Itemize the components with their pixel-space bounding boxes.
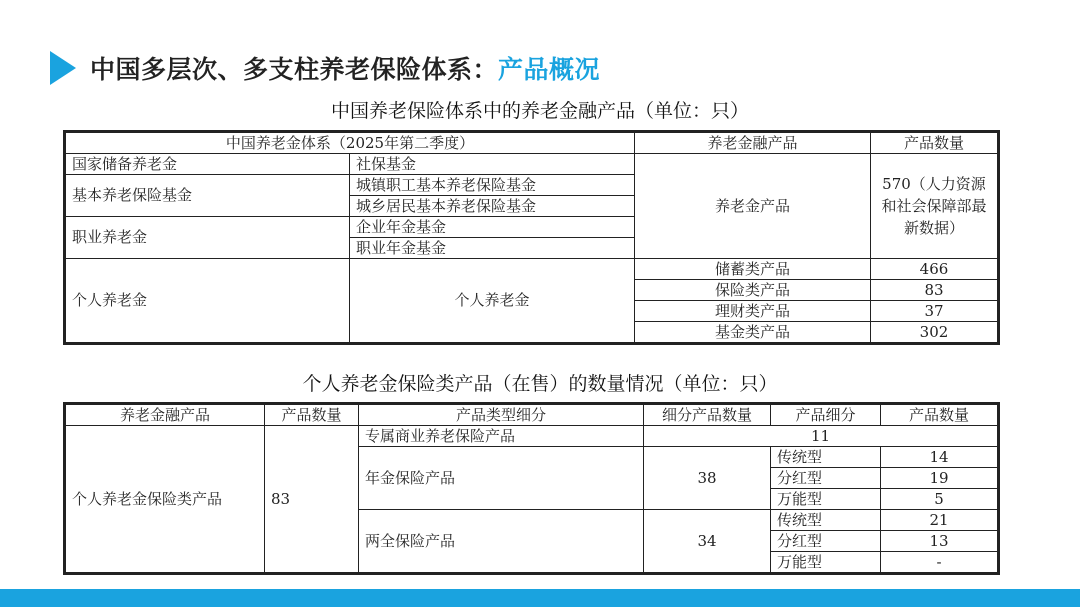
product-total: 83 bbox=[265, 426, 359, 573]
title-highlight: 产品概况 bbox=[498, 55, 601, 84]
product-count: 83 bbox=[871, 280, 998, 301]
product-name: 储蓄类产品 bbox=[635, 259, 871, 280]
header-cell: 养老金融产品 bbox=[66, 405, 265, 426]
table-row bbox=[66, 426, 998, 447]
title-main: 中国多层次、多支柱养老保险体系： bbox=[90, 55, 499, 84]
subtype-count: 14 bbox=[881, 447, 998, 468]
pension-products-table bbox=[65, 132, 998, 343]
product-name: 理财类产品 bbox=[635, 301, 871, 322]
subtype-count: 5 bbox=[881, 489, 998, 510]
header-cell: 养老金融产品 bbox=[635, 133, 871, 154]
header-cell: 产品类型细分 bbox=[359, 405, 644, 426]
category-count: 11 bbox=[644, 426, 998, 447]
fund-name: 企业年金基金 bbox=[350, 217, 635, 238]
subtype-count: - bbox=[881, 552, 998, 573]
table-row bbox=[66, 405, 998, 426]
category-count: 34 bbox=[644, 510, 771, 573]
header-cell: 产品数量 bbox=[871, 133, 998, 154]
fund-name: 职业年金基金 bbox=[350, 238, 635, 259]
system-label: 个人养老金 bbox=[66, 259, 350, 343]
subtype-count: 21 bbox=[881, 510, 998, 531]
insurance-products-table bbox=[65, 404, 998, 573]
table-row bbox=[66, 133, 998, 154]
product-name: 保险类产品 bbox=[635, 280, 871, 301]
table-row bbox=[66, 154, 998, 175]
fund-name: 社保基金 bbox=[350, 154, 635, 175]
table-row bbox=[66, 259, 998, 280]
product-count: 302 bbox=[871, 322, 998, 343]
header-cell: 产品数量 bbox=[881, 405, 998, 426]
subtype-name: 传统型 bbox=[771, 510, 881, 531]
product-count: 37 bbox=[871, 301, 998, 322]
subtype-count: 19 bbox=[881, 468, 998, 489]
play-triangle-icon bbox=[50, 51, 76, 85]
header-cell: 中国养老金体系（2025年第二季度） bbox=[66, 133, 635, 154]
subtype-name: 万能型 bbox=[771, 552, 881, 573]
slide-title bbox=[90, 50, 600, 86]
subtype-name: 分红型 bbox=[771, 468, 881, 489]
subtype-count: 13 bbox=[881, 531, 998, 552]
fund-name: 城镇职工基本养老保险基金 bbox=[350, 175, 635, 196]
slide-title-row bbox=[50, 50, 600, 86]
pension-product-count: 570（人力资源和社会保障部最新数据） bbox=[871, 154, 998, 259]
system-label: 职业养老金 bbox=[66, 217, 350, 259]
category-count: 38 bbox=[644, 447, 771, 510]
pension-product-label: 养老金产品 bbox=[635, 154, 871, 259]
system-label: 基本养老保险基金 bbox=[66, 175, 350, 217]
product-count: 466 bbox=[871, 259, 998, 280]
category-name: 年金保险产品 bbox=[359, 447, 644, 510]
header-cell: 细分产品数量 bbox=[644, 405, 771, 426]
bottom-accent-bar bbox=[0, 589, 1080, 607]
subtype-name: 传统型 bbox=[771, 447, 881, 468]
subtype-name: 万能型 bbox=[771, 489, 881, 510]
header-cell: 产品细分 bbox=[771, 405, 881, 426]
header-cell: 产品数量 bbox=[265, 405, 359, 426]
system-label: 国家储备养老金 bbox=[66, 154, 350, 175]
product-label: 个人养老金保险类产品 bbox=[66, 426, 265, 573]
personal-sub-label: 个人养老金 bbox=[350, 259, 635, 343]
category-name: 专属商业养老保险产品 bbox=[359, 426, 644, 447]
category-name: 两全保险产品 bbox=[359, 510, 644, 573]
table1-caption: 中国养老保险体系中的养老金融产品（单位：只） bbox=[330, 100, 749, 122]
table2-caption: 个人养老金保险类产品（在售）的数量情况（单位：只） bbox=[302, 373, 778, 395]
subtype-name: 分红型 bbox=[771, 531, 881, 552]
fund-name: 城乡居民基本养老保险基金 bbox=[350, 196, 635, 217]
product-name: 基金类产品 bbox=[635, 322, 871, 343]
